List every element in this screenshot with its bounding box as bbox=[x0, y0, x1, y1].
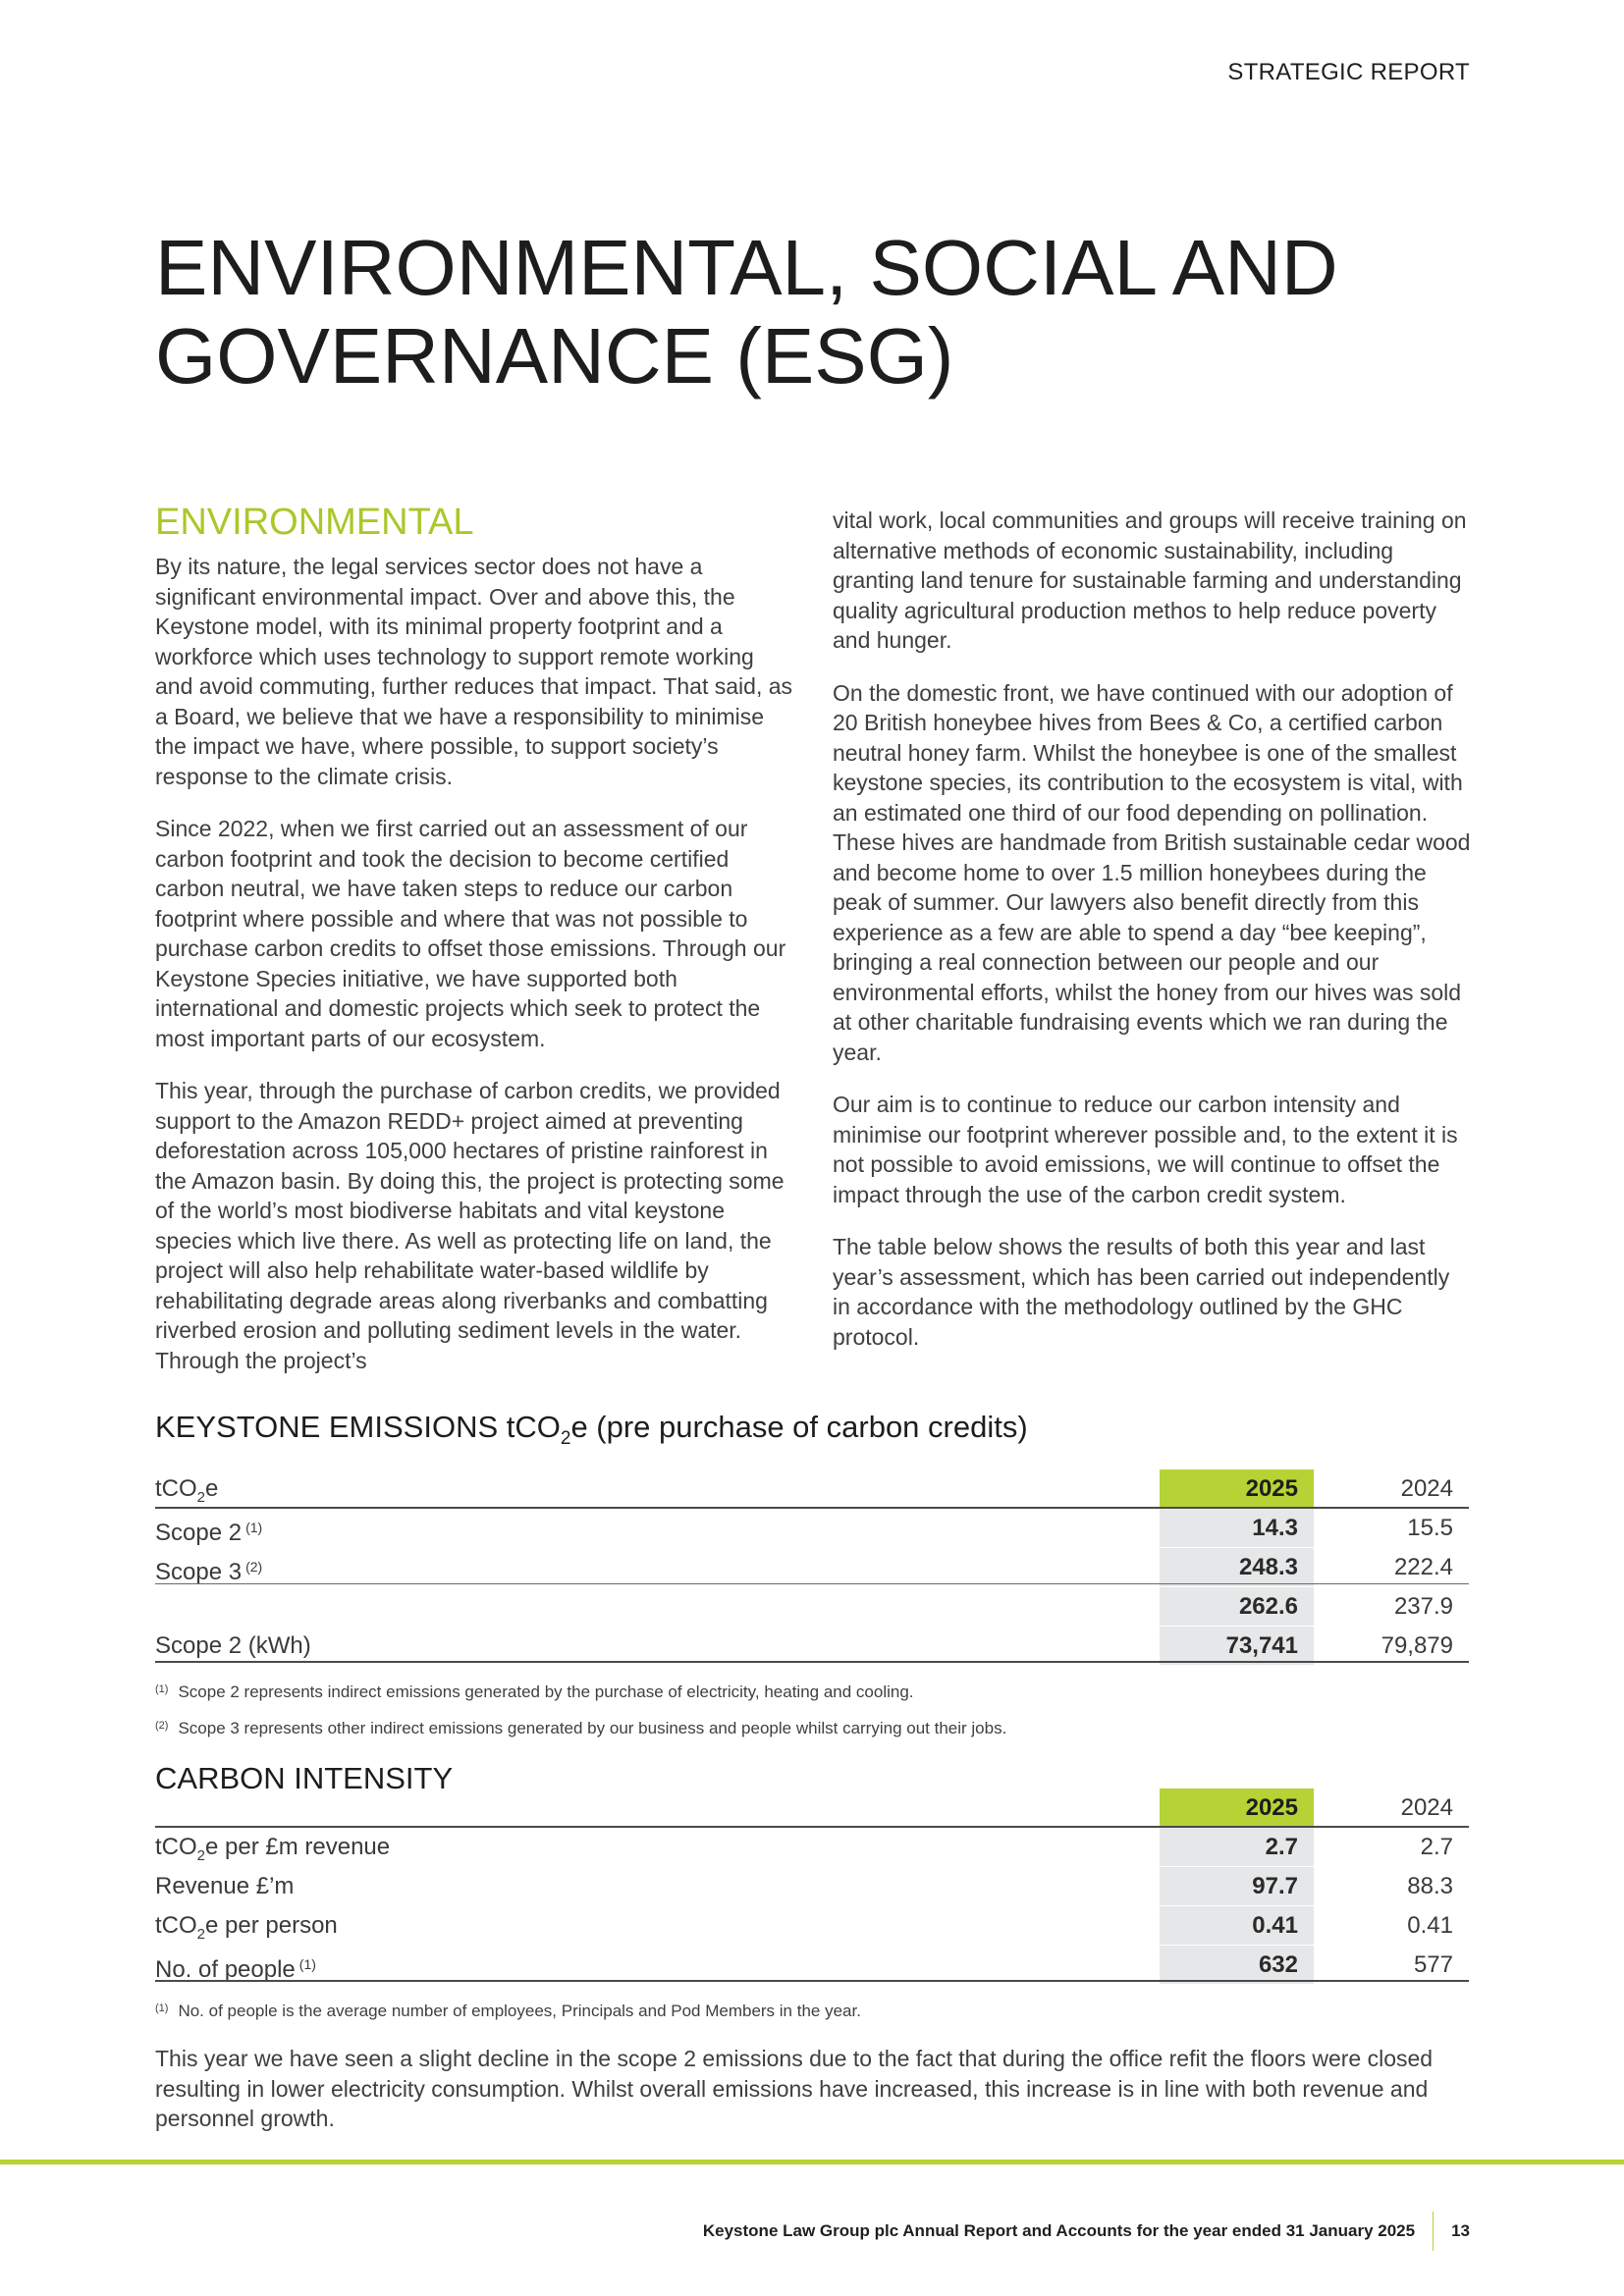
cell-2024: 222.4 bbox=[1393, 1554, 1453, 1580]
column-header-2024: 2024 bbox=[1400, 1794, 1453, 1821]
cell-2024: 15.5 bbox=[1407, 1515, 1453, 1541]
footer-divider bbox=[1433, 2212, 1434, 2251]
table-rule bbox=[155, 1583, 1469, 1584]
cell-2025: 632 bbox=[1160, 1946, 1314, 1984]
cell-2025: 97.7 bbox=[1160, 1867, 1314, 1905]
footer-accent-bar bbox=[0, 2160, 1624, 2164]
emissions-footnotes bbox=[155, 1673, 1432, 1745]
publication-title: Keystone Law Group plc Annual Report and Accounts for the year ended 31 January 2025 bbox=[702, 2221, 1416, 2240]
left-column bbox=[155, 501, 793, 1398]
section-tag: STRATEGIC REPORT bbox=[1227, 59, 1470, 85]
footnote: $^{(2)}$ Scope 3 represents other indirect emissions generated by our business and people whilst carrying out their jobs. bbox=[155, 1719, 1007, 1737]
row-label: Scope 3 $^{(2)}$ bbox=[155, 1559, 263, 1585]
row-label: No. of people $^{(1)}$ bbox=[155, 1956, 316, 1983]
paragraph: On the domestic front, we have continued with our adoption of 20 British honeybee hives from Bees & Co, a certified carbon neutral honey farm. Whilst the honeybee is one of the smallest keystone species, its contribution to the ecosystem is vital, with an estimated one third of our food depending on pollination. These hives are handmade from British sustainable cedar wood and become home to over 1.5 million honeybees during the peak of summer. Our lawyers also benefit directly from this experience as a few are able to spend a day “bee keeping”, bringing a real connection between our people and our environmental efforts, whilst the honey from our hives was sold at other charitable fundraising events which we ran during the year. bbox=[833, 679, 1471, 1065]
heading-text: e (pre purchase of carbon credits) bbox=[570, 1410, 1028, 1444]
paragraph: Since 2022, when we first carried out an assessment of our carbon footprint and took the decision to become certified carbon neutral, we have taken steps to reduce our carbon footprint where possible and where that was not possible to purchase carbon credits to offset those emissions. Through our Keystone Species initiative, we have supported both international and domestic projects which seek to protect the most important parts of our ecosystem. bbox=[155, 816, 786, 1051]
paragraph: This year, through the purchase of carbon credits, we provided support to the Amazon REDD+ project aimed at preventing deforestation across 105,000 hectares of pristine rainforest in the Amazon basin. By doing this, the project is protecting some of the world’s most biodiverse habitats and vital keystone species which live there. As well as protecting life on land, the project will also help rehabilitate water-based wildlife by rehabilitating degrade areas along riverbanks and combatting riverbed erosion and polluting sediment levels in the water. Through the project’s bbox=[155, 1078, 785, 1373]
cell-2025: 73,741 bbox=[1160, 1627, 1314, 1665]
table-row bbox=[155, 1946, 1469, 1985]
emissions-table-heading bbox=[155, 1410, 1028, 1450]
right-column bbox=[833, 506, 1473, 1374]
cell-2024: 0.41 bbox=[1407, 1912, 1453, 1939]
table-header-row bbox=[155, 1469, 1469, 1509]
page-title-line-1: ENVIRONMENTAL, SOCIAL AND bbox=[155, 224, 1338, 311]
row-label: Revenue £’m bbox=[155, 1873, 295, 1899]
table-row bbox=[155, 1509, 1469, 1548]
environmental-heading: ENVIRONMENTAL bbox=[155, 502, 474, 543]
cell-2025: 0.41 bbox=[1160, 1906, 1314, 1945]
cell-2024: 88.3 bbox=[1407, 1873, 1453, 1899]
table-row bbox=[155, 1828, 1469, 1867]
closing-paragraph: This year we have seen a slight decline in the scope 2 emissions due to the fact that during the office refit the floors were closed resulting in lower electricity consumption. Whilst overall emissions have increased, this increase is in line with both revenue and personnel growth. bbox=[155, 2046, 1434, 2131]
row-label: Scope 2 (kWh) bbox=[155, 1632, 311, 1659]
column-header-unit: tCO$_2$e bbox=[155, 1475, 219, 1506]
paragraph: The table below shows the results of both this year and last year’s assessment, which has been carried out independently in accordance with the methodology outlined by the GHC protocol. bbox=[833, 1234, 1450, 1350]
cell-2024: 2.7 bbox=[1420, 1834, 1453, 1860]
table-row bbox=[155, 1548, 1469, 1587]
page-title bbox=[155, 224, 1471, 400]
page-footer bbox=[703, 2212, 1470, 2251]
table-row-total bbox=[155, 1587, 1469, 1627]
cell-2025: 2.7 bbox=[1160, 1828, 1314, 1866]
paragraph: By its nature, the legal services sector does not have a significant environmental impact. Over and above this, the Keystone model, with its minimal property footprint and a workforce which uses technology to support remote working and avoid commuting, further reduces that impact. That said, as a Board, we believe that we have a responsibility to minimise the impact we have, where possible, to support society’s response to the climate crisis. bbox=[155, 554, 793, 789]
column-header-2025: 2025 bbox=[1160, 1469, 1314, 1508]
footnote: $^{(1)}$ No. of people is the average number of employees, Principals and Pod Members in the year. bbox=[155, 2002, 861, 2020]
column-header-2024: 2024 bbox=[1400, 1475, 1453, 1502]
row-label: tCO$_2$e per person bbox=[155, 1912, 338, 1943]
table-row bbox=[155, 1627, 1469, 1666]
cell-2025: 248.3 bbox=[1160, 1548, 1314, 1586]
table-row bbox=[155, 1906, 1469, 1946]
footnote: $^{(1)}$ Scope 2 represents indirect emissions generated by the purchase of electricity, heating and cooling. bbox=[155, 1682, 914, 1701]
table-row bbox=[155, 1867, 1469, 1906]
cell-2024: 577 bbox=[1413, 1951, 1453, 1978]
cell-2024: 79,879 bbox=[1380, 1632, 1453, 1659]
table-rule bbox=[155, 1661, 1469, 1663]
cell-2025: 262.6 bbox=[1160, 1587, 1314, 1626]
row-label: Scope 2 $^{(1)}$ bbox=[155, 1520, 263, 1546]
heading-subscript: 2 bbox=[560, 1428, 571, 1450]
row-label: tCO$_2$e per £m revenue bbox=[155, 1834, 391, 1864]
table-rule bbox=[155, 1980, 1469, 1982]
table-header-row bbox=[155, 1789, 1469, 1828]
cell-2025: 14.3 bbox=[1160, 1509, 1314, 1547]
intensity-table-heading: CARBON INTENSITY bbox=[155, 1761, 454, 1795]
page-number: 13 bbox=[1451, 2221, 1470, 2240]
intensity-footnotes bbox=[155, 1992, 1432, 2028]
paragraph: Our aim is to continue to reduce our carbon intensity and minimise our footprint wherever possible and, to the extent it is not possible to avoid emissions, we will continue to offset the impact through the use of the carbon credit system. bbox=[833, 1092, 1458, 1207]
intensity-table bbox=[155, 1789, 1469, 1985]
heading-text: KEYSTONE EMISSIONS tCO bbox=[155, 1410, 561, 1444]
cell-2024: 237.9 bbox=[1393, 1593, 1453, 1620]
paragraph: vital work, local communities and groups will receive training on alternative methods of economic sustainability, including granting land tenure for sustainable farming and understanding quality agricultural production methos to help reduce poverty and hunger. bbox=[833, 507, 1467, 653]
emissions-table bbox=[155, 1469, 1469, 1666]
column-header-2025: 2025 bbox=[1160, 1789, 1314, 1827]
page-title-line-2: GOVERNANCE (ESG) bbox=[155, 312, 954, 400]
